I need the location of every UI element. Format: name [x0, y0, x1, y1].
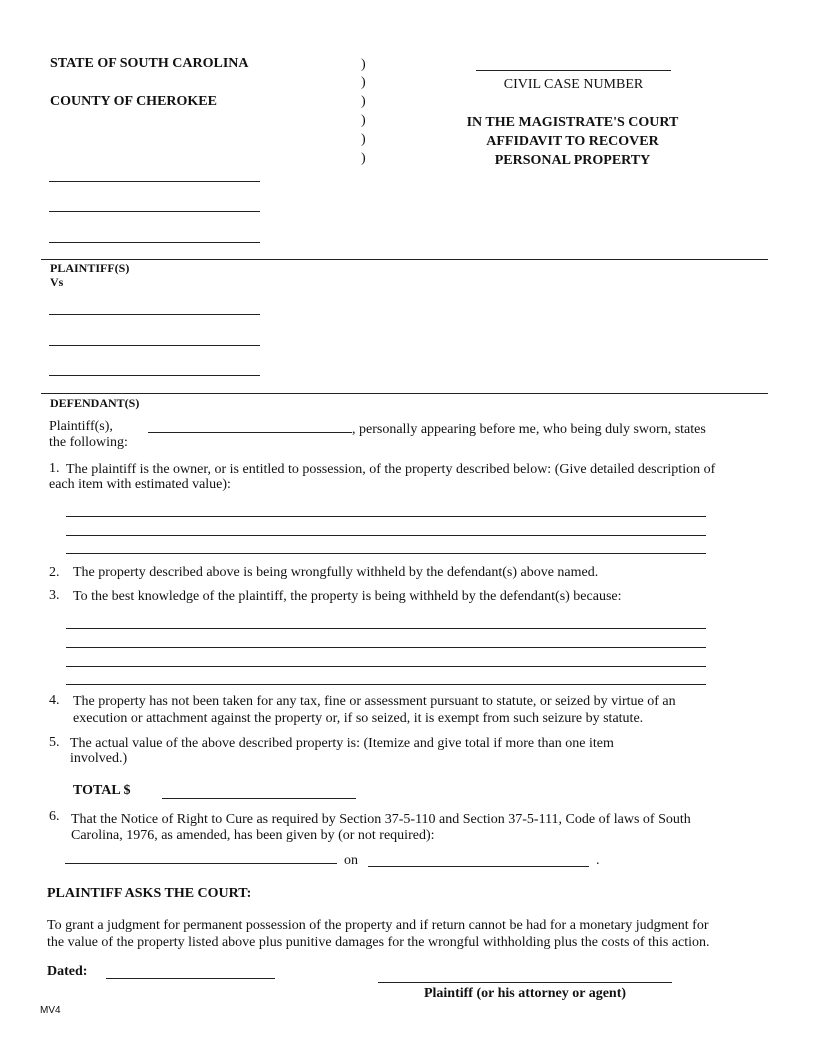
bracket-paren: )	[361, 151, 366, 166]
asks-heading: PLAINTIFF ASKS THE COURT:	[47, 886, 252, 901]
intro-prefix: Plaintiff(s),	[49, 419, 113, 434]
case-number-field[interactable]	[476, 70, 671, 71]
plaintiff-address-line[interactable]	[49, 211, 260, 212]
item-number: 1.	[49, 461, 60, 476]
plaintiff-address-line[interactable]	[49, 242, 260, 243]
bracket-paren: )	[361, 94, 366, 109]
item-3-text: To the best knowledge of the plaintiff, the property is being withheld by the defendant(s) because:	[73, 589, 622, 604]
court-title-line: IN THE MAGISTRATE'S COURT	[466, 115, 679, 130]
asks-text: To grant a judgment for permanent possession of the property and if return cannot be had for a monetary judgment for	[47, 918, 709, 933]
dated-label: Dated:	[47, 964, 88, 979]
item-number: 3.	[49, 588, 60, 603]
section-divider	[41, 259, 768, 260]
total-label: TOTAL $	[73, 783, 131, 798]
asks-text-cont: the value of the property listed above plus punitive damages for the wrongful withholding plus the costs of this action.	[47, 935, 710, 950]
plaintiff-name-line[interactable]	[49, 181, 260, 182]
vs-label: Vs	[50, 275, 64, 289]
withholding-reason-line[interactable]	[66, 647, 706, 648]
withholding-reason-line[interactable]	[66, 666, 706, 667]
defendants-label: DEFENDANT(S)	[50, 396, 140, 410]
item-4-text-cont: execution or attachment against the property or, if so seized, it is exempt from such seizure by statute.	[73, 711, 644, 726]
property-title-line: PERSONAL PROPERTY	[494, 153, 651, 168]
withholding-reason-line[interactable]	[66, 684, 706, 685]
item-5-text: The actual value of the above described property is: (Itemize and give total if more than one item	[70, 736, 614, 751]
notice-given-by-field[interactable]	[65, 863, 337, 864]
item-number: 5.	[49, 735, 60, 750]
state-heading: STATE OF SOUTH CAROLINA	[50, 56, 249, 71]
item-4-text: The property has not been taken for any tax, fine or assessment pursuant to statute, or seized by virtue of an	[73, 694, 676, 709]
item-1-text: The plaintiff is the owner, or is entitled to possession, of the property described below: (Give detailed description of	[66, 462, 716, 477]
plaintiffs-label: PLAINTIFF(S)	[50, 261, 130, 275]
total-amount-field[interactable]	[162, 798, 356, 799]
plaintiff-appearing-field[interactable]	[148, 432, 352, 433]
bracket-paren: )	[361, 75, 366, 90]
property-description-line[interactable]	[66, 535, 706, 536]
signer-label: Plaintiff (or his attorney or agent)	[423, 986, 627, 1001]
county-heading: COUNTY OF CHEROKEE	[50, 94, 217, 109]
defendant-name-line[interactable]	[49, 314, 260, 315]
item-2-text: The property described above is being wrongfully withheld by the defendant(s) above named.	[73, 565, 599, 580]
form-code: MV4	[40, 1005, 61, 1016]
withholding-reason-line[interactable]	[66, 628, 706, 629]
on-label: on	[344, 853, 358, 868]
affidavit-title-line: AFFIDAVIT TO RECOVER	[486, 134, 659, 149]
item-number: 6.	[49, 809, 60, 824]
bracket-paren: )	[361, 132, 366, 147]
notice-date-field[interactable]	[368, 866, 589, 867]
signature-line[interactable]	[378, 982, 672, 983]
item-1-text-cont: each item with estimated value):	[49, 477, 231, 492]
bracket-paren: )	[361, 57, 366, 72]
item-6-text-cont: Carolina, 1976, as amended, has been given by (or not required):	[71, 828, 435, 843]
property-description-line[interactable]	[66, 553, 706, 554]
period: .	[596, 853, 600, 868]
defendant-address-line[interactable]	[49, 375, 260, 376]
section-divider	[41, 393, 768, 394]
item-number: 2.	[49, 565, 60, 580]
item-number: 4.	[49, 693, 60, 708]
dated-field[interactable]	[106, 978, 275, 979]
intro-continuation: the following:	[49, 435, 128, 450]
bracket-paren: )	[361, 113, 366, 128]
property-description-line[interactable]	[66, 516, 706, 517]
item-5-text-cont: involved.)	[70, 751, 128, 766]
defendant-address-line[interactable]	[49, 345, 260, 346]
intro-suffix: , personally appearing before me, who being duly sworn, states	[352, 422, 706, 437]
case-number-label: CIVIL CASE NUMBER	[503, 77, 644, 92]
item-6-text: That the Notice of Right to Cure as required by Section 37-5-110 and Section 37-5-111, Code of laws of South	[71, 812, 691, 827]
